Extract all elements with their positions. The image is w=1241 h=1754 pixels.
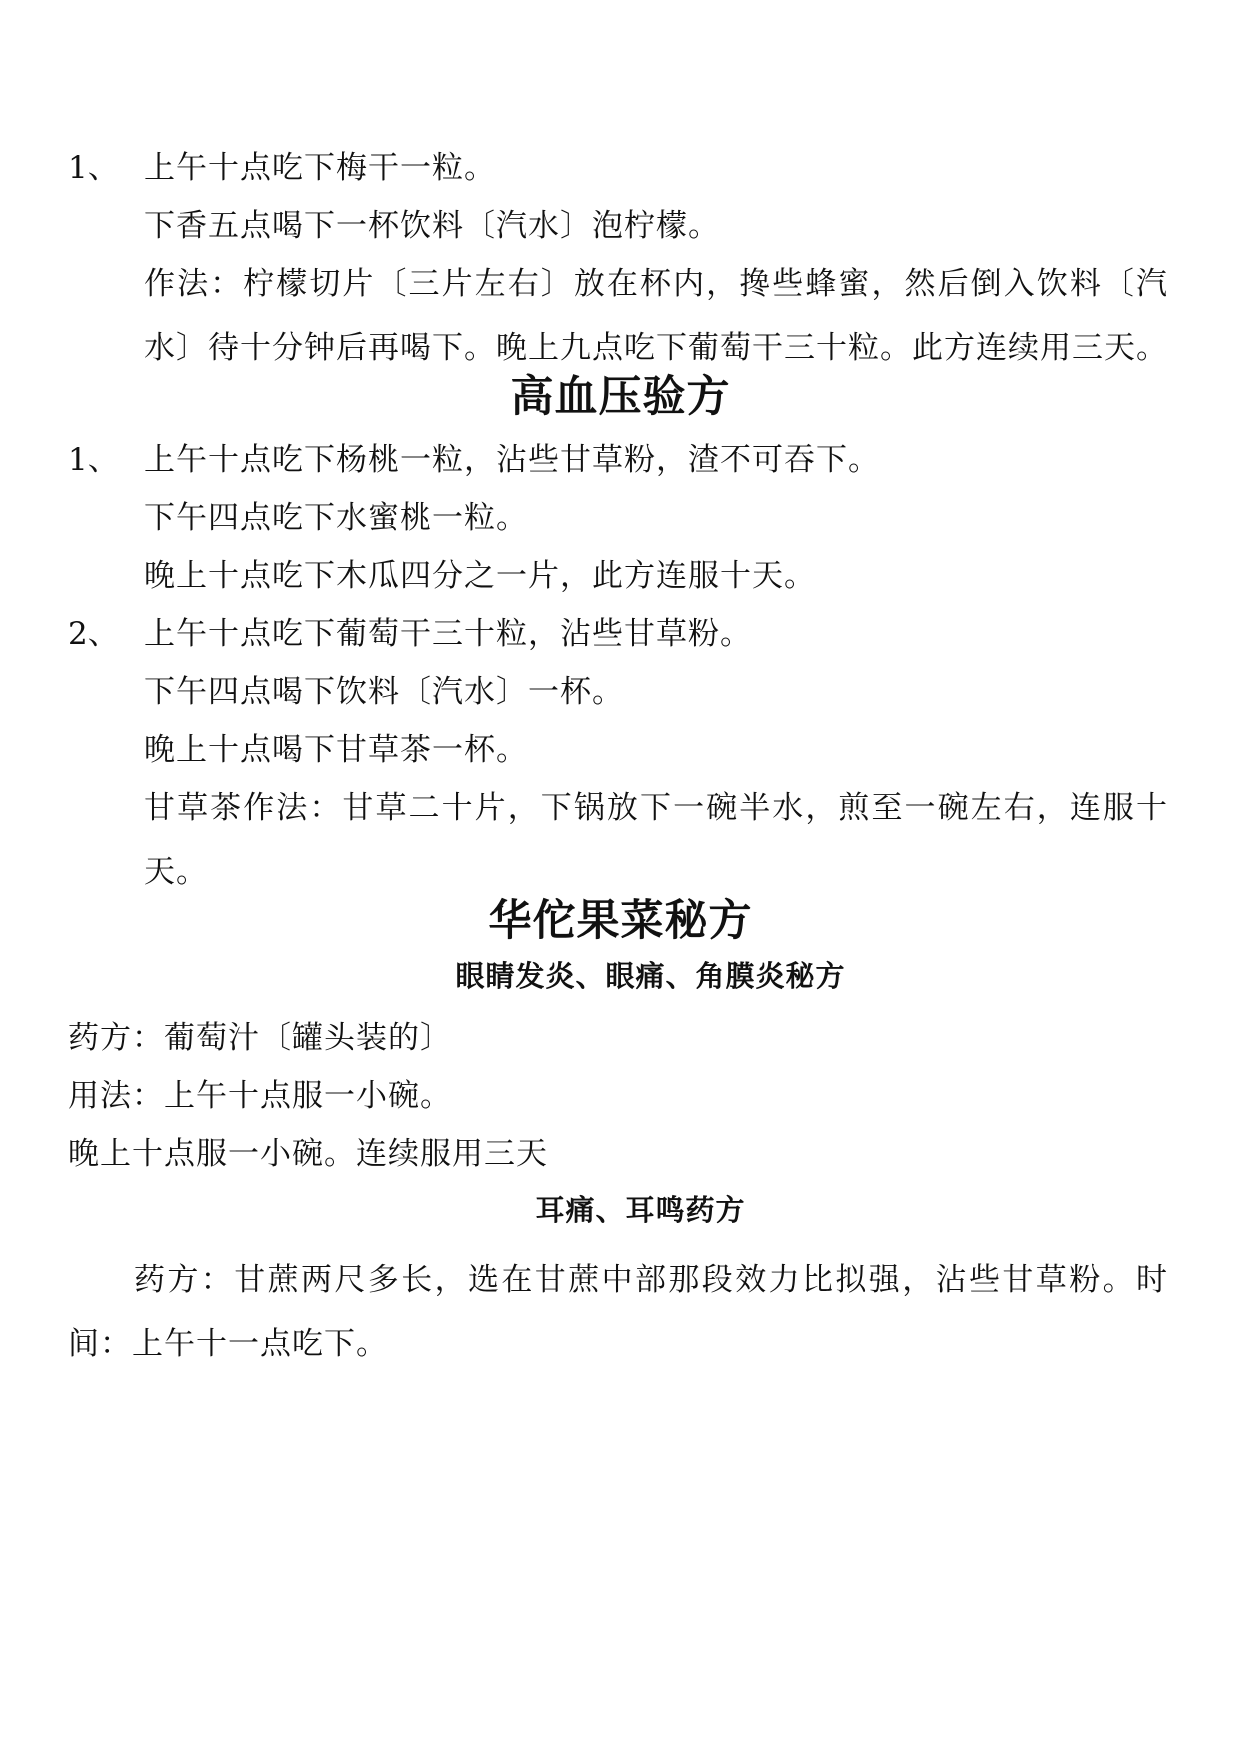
method-paragraph: 甘草茶作法：甘草二十片，下锅放下一碗半水，煎至一碗左右，连服十天。 (144, 790, 1168, 890)
list-number: 2、 (68, 616, 119, 652)
text-line: 晚上十点吃下木瓜四分之一片，此方连服十天。 (144, 558, 816, 594)
method-paragraph: 作法：柠檬切片〔三片左右〕放在杯内，搀些蜂蜜，然后倒入饮料〔汽水〕待十分钟后再喝下。晚上九点吃下葡萄干三十粒。此方连续用三天。 (144, 266, 1168, 366)
text-line: 晚上十点喝下甘草茶一杯。 (144, 732, 528, 768)
section-subtitle: 耳痛、耳鸣药方 (535, 1193, 746, 1227)
text-line: 用法：上午十点服一小碗。 (68, 1078, 452, 1114)
text-line: 药方：葡萄汁〔罐头装的〕 (68, 1020, 452, 1056)
text-line: 上午十点吃下梅干一粒。 (144, 150, 496, 186)
text-line: 下香五点喝下一杯饮料〔汽水〕泡柠檬。 (144, 208, 720, 244)
section-title: 高血压验方 (510, 372, 731, 422)
section-subtitle: 眼睛发炎、眼痛、角膜炎秘方 (455, 959, 846, 993)
text-line: 上午十点吃下葡萄干三十粒，沾些甘草粉。 (144, 616, 752, 652)
text-line: 下午四点吃下水蜜桃一粒。 (144, 500, 528, 536)
prescription-paragraph: 药方：甘蔗两尺多长，选在甘蔗中部那段效力比拟强，沾些甘草粉。时间：上午十一点吃下。 (68, 1262, 1168, 1362)
list-number: 1、 (68, 150, 119, 186)
section-title: 华佗果菜秘方 (488, 896, 753, 946)
list-number: 1、 (68, 442, 119, 478)
text-line: 晚上十点服一小碗。连续服用三天 (68, 1136, 548, 1172)
text-line: 下午四点喝下饮料〔汽水〕一杯。 (144, 674, 624, 710)
text-line: 上午十点吃下杨桃一粒，沾些甘草粉，渣不可吞下。 (144, 442, 880, 478)
